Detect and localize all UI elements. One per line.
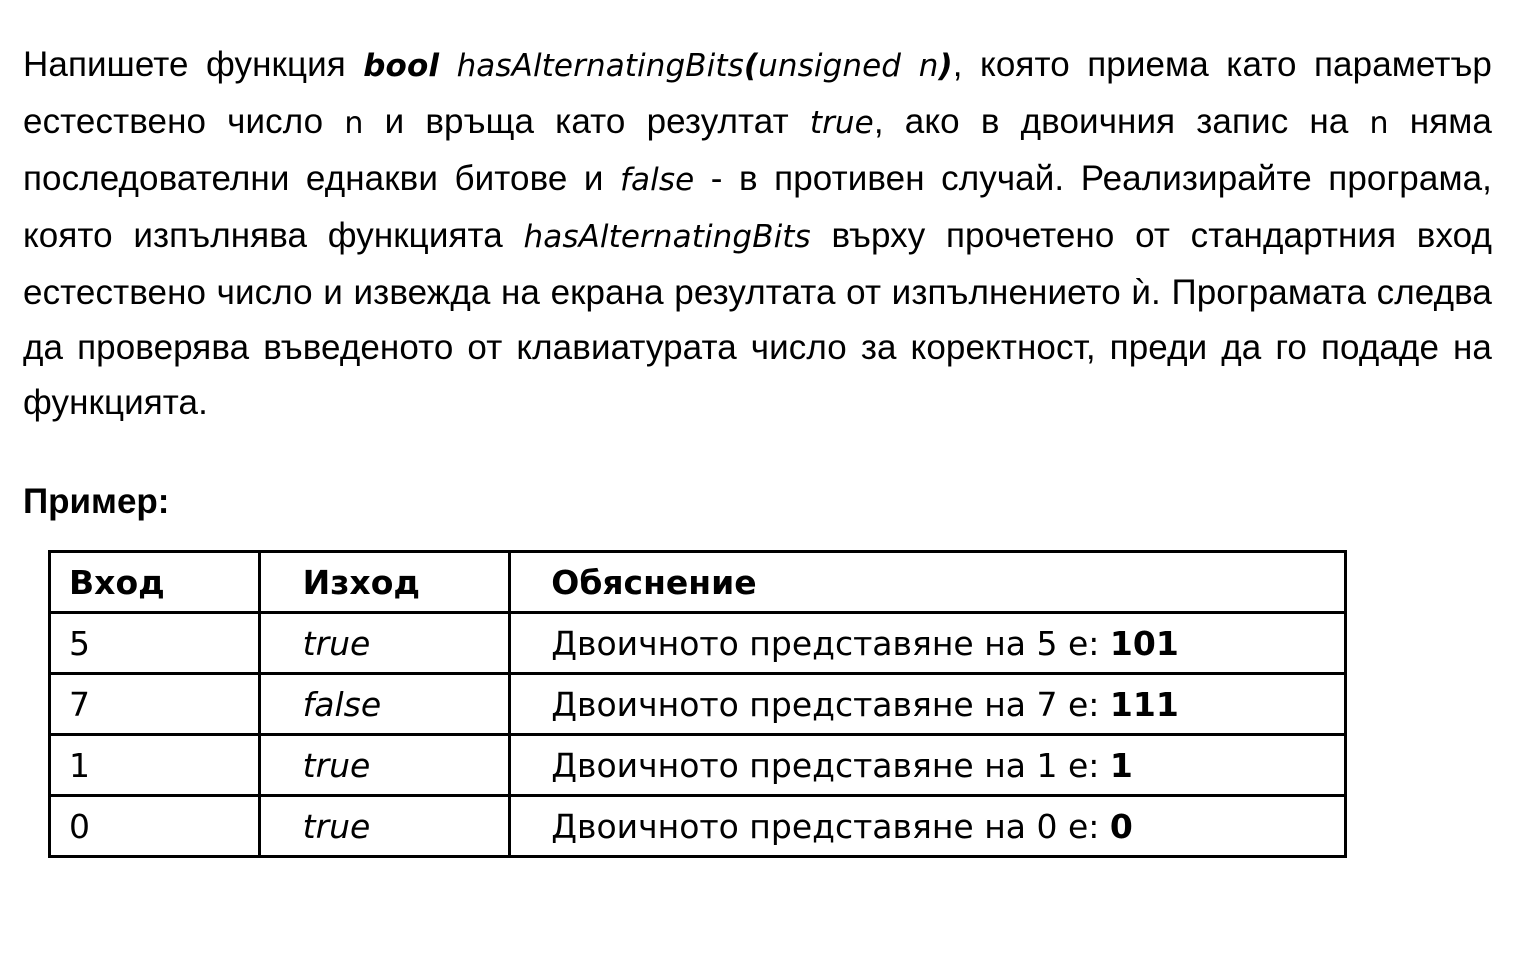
task-text-4: , ако в двоичния запис на xyxy=(873,102,1370,141)
keyword-false: false xyxy=(620,162,695,198)
task-text-5: няма последователни еднакви битове и xyxy=(23,102,1492,198)
table-header-row xyxy=(50,552,1346,613)
cell-input: 0 xyxy=(50,796,260,857)
keyword-true: true xyxy=(809,105,874,141)
task-text-7: върху прочетено от стандартния вход естествено число и извежда на екрана резултата от изпълнението ѝ. Програмата следва да проверява въведеното от клавиатурата число за коректност, преди да го подаде на функцията. xyxy=(23,216,1492,422)
signature-function-name: hasAlternatingBits xyxy=(456,48,744,84)
task-text-1: Напишете функция xyxy=(23,45,364,84)
task-description xyxy=(23,37,1492,430)
task-text-3: и връща като резултат xyxy=(363,102,810,141)
binary-value: 111 xyxy=(1109,684,1179,724)
column-header-explanation: Обяснение xyxy=(510,552,1346,613)
example-heading: Пример: xyxy=(23,482,170,521)
cell-output: true xyxy=(259,796,510,857)
table-row xyxy=(50,613,1346,674)
column-header-output: Изход xyxy=(259,552,510,613)
function-name-reference: hasAlternatingBits xyxy=(523,219,811,255)
signature-open-paren: ( xyxy=(743,48,759,84)
cell-explanation xyxy=(510,735,1346,796)
signature-parameter: unsigned n xyxy=(758,48,939,84)
explanation-text: Двоичното представяне на 1 е: xyxy=(551,745,1110,785)
explanation-text: Двоичното представяне на 5 е: xyxy=(551,623,1110,663)
cell-output: true xyxy=(259,735,510,796)
signature-return-type: bool xyxy=(363,48,440,84)
cell-output: false xyxy=(259,674,510,735)
task-text-2: , която приема като параметър естествено число xyxy=(23,45,1492,141)
cell-explanation xyxy=(510,796,1346,857)
binary-value: 1 xyxy=(1109,745,1133,785)
table-row xyxy=(50,796,1346,857)
cell-input: 5 xyxy=(50,613,260,674)
signature-space xyxy=(439,45,456,84)
cell-input: 7 xyxy=(50,674,260,735)
table-row xyxy=(50,674,1346,735)
example-table xyxy=(48,550,1347,858)
explanation-text: Двоичното представяне на 0 е: xyxy=(551,806,1110,846)
explanation-text: Двоичното представяне на 7 е: xyxy=(551,684,1110,724)
cell-explanation xyxy=(510,613,1346,674)
binary-value: 0 xyxy=(1109,806,1133,846)
table-row xyxy=(50,735,1346,796)
cell-input: 1 xyxy=(50,735,260,796)
column-header-input: Вход xyxy=(50,552,260,613)
variable-n: n xyxy=(344,106,364,141)
signature-close-paren: ) xyxy=(938,48,953,84)
cell-explanation xyxy=(510,674,1346,735)
binary-value: 101 xyxy=(1109,623,1179,663)
variable-n: n xyxy=(1369,106,1389,141)
task-text-6: - в противен случай. Реализирайте програма, която изпълнява функцията xyxy=(23,159,1492,255)
cell-output: true xyxy=(259,613,510,674)
